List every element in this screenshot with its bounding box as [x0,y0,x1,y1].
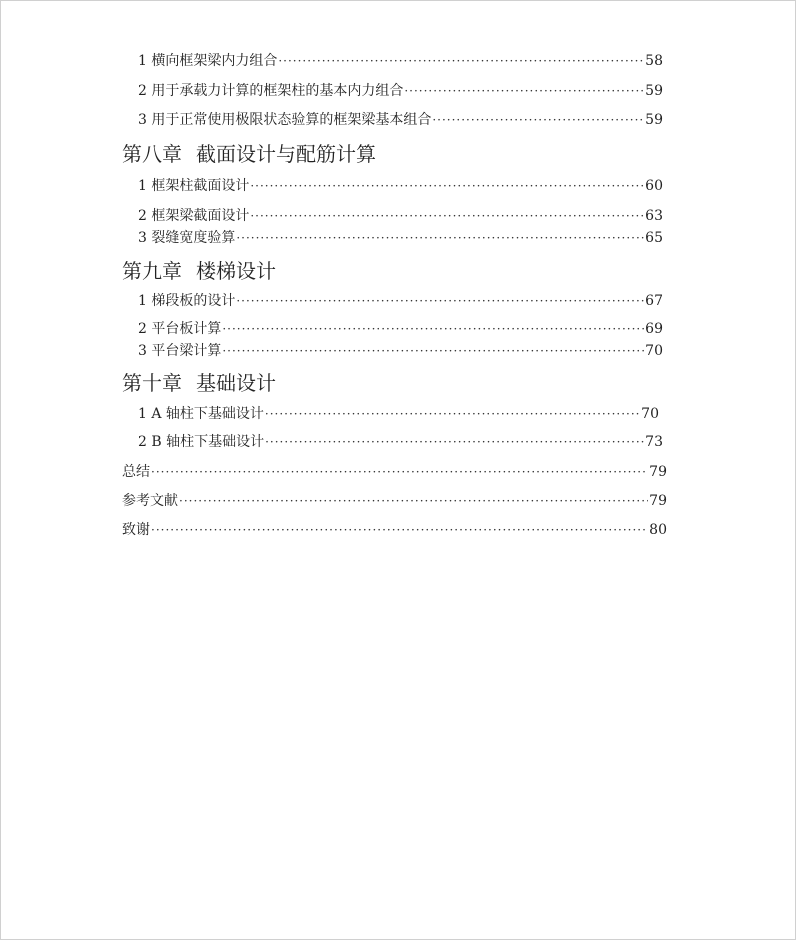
toc-entry-label: 3 用于正常使用极限状态验算的框架梁基本组合 [138,112,432,128]
dot-leader [222,320,644,338]
toc-entry-acknowledgements[interactable] [122,521,667,539]
toc-entry-page: 58 [645,53,663,69]
toc-entry-label: 总结 [122,464,150,480]
toc-entry-page: 80 [649,522,667,538]
toc-entry-label: 参考文献 [122,493,178,509]
toc-entry-page: 73 [645,434,663,450]
chapter-title: 截面设计与配筋计算 [196,142,376,166]
toc-entry-label: 3 裂缝宽度验算 [138,230,236,246]
dot-leader [250,207,644,225]
toc-entry-page: 65 [645,230,663,246]
toc-entry-label: 2 用于承载力计算的框架柱的基本内力组合 [138,83,404,99]
dot-leader [250,177,644,195]
chapter-heading[interactable] [122,370,276,396]
dot-leader [236,229,644,247]
dot-leader [236,292,644,310]
toc-entry-label: 3 平台梁计算 [138,343,222,359]
chapter-number: 第十章 [122,371,182,395]
chapter-title: 基础设计 [196,371,276,395]
toc-entry-page: 70 [641,406,659,422]
toc-entry-page: 79 [649,493,667,509]
chapter-title: 楼梯设计 [196,259,276,283]
toc-entry-page: 60 [645,178,663,194]
toc-entry[interactable] [138,207,663,225]
toc-entry[interactable] [138,229,663,247]
dot-leader [278,52,644,70]
chapter-number: 第九章 [122,259,182,283]
toc-entry-label: 1 横向框架梁内力组合 [138,53,278,69]
dot-leader [151,521,648,539]
toc-entry[interactable] [138,177,663,195]
dot-leader [151,463,648,481]
chapter-heading[interactable] [122,258,276,284]
toc-entry-page: 70 [645,343,663,359]
dot-leader [432,111,644,129]
chapter-heading[interactable] [122,141,376,167]
toc-entry-label: 致谢 [122,522,150,538]
toc-entry-label: 1 框架柱截面设计 [138,178,250,194]
toc-entry[interactable] [138,82,663,100]
toc-entry[interactable] [138,405,659,423]
dot-leader [404,82,644,100]
toc-entry-label: 2 B 轴柱下基础设计 [138,434,265,450]
chapter-number: 第八章 [122,142,182,166]
toc-entry-page: 67 [645,293,663,309]
dot-leader [222,342,644,360]
toc-entry-label: 2 框架梁截面设计 [138,208,250,224]
toc-entry-page: 59 [645,83,663,99]
toc-entry[interactable] [138,111,663,129]
toc-entry-summary[interactable] [122,463,667,481]
toc-entry[interactable] [138,52,663,70]
toc-entry-page: 79 [649,464,667,480]
toc-entry-label: 1 梯段板的设计 [138,293,236,309]
toc-entry[interactable] [138,433,663,451]
toc-entry-label: 1 A 轴柱下基础设计 [138,406,264,422]
toc-entry-page: 63 [645,208,663,224]
toc-entry-page: 59 [645,112,663,128]
dot-leader [179,492,648,510]
toc-entry-label: 2 平台板计算 [138,321,222,337]
toc-entry-page: 69 [645,321,663,337]
toc-entry-references[interactable] [122,492,667,510]
toc-entry[interactable] [138,320,663,338]
dot-leader [265,433,644,451]
toc-entry[interactable] [138,342,663,360]
dot-leader [265,405,640,423]
toc-entry[interactable] [138,292,663,310]
